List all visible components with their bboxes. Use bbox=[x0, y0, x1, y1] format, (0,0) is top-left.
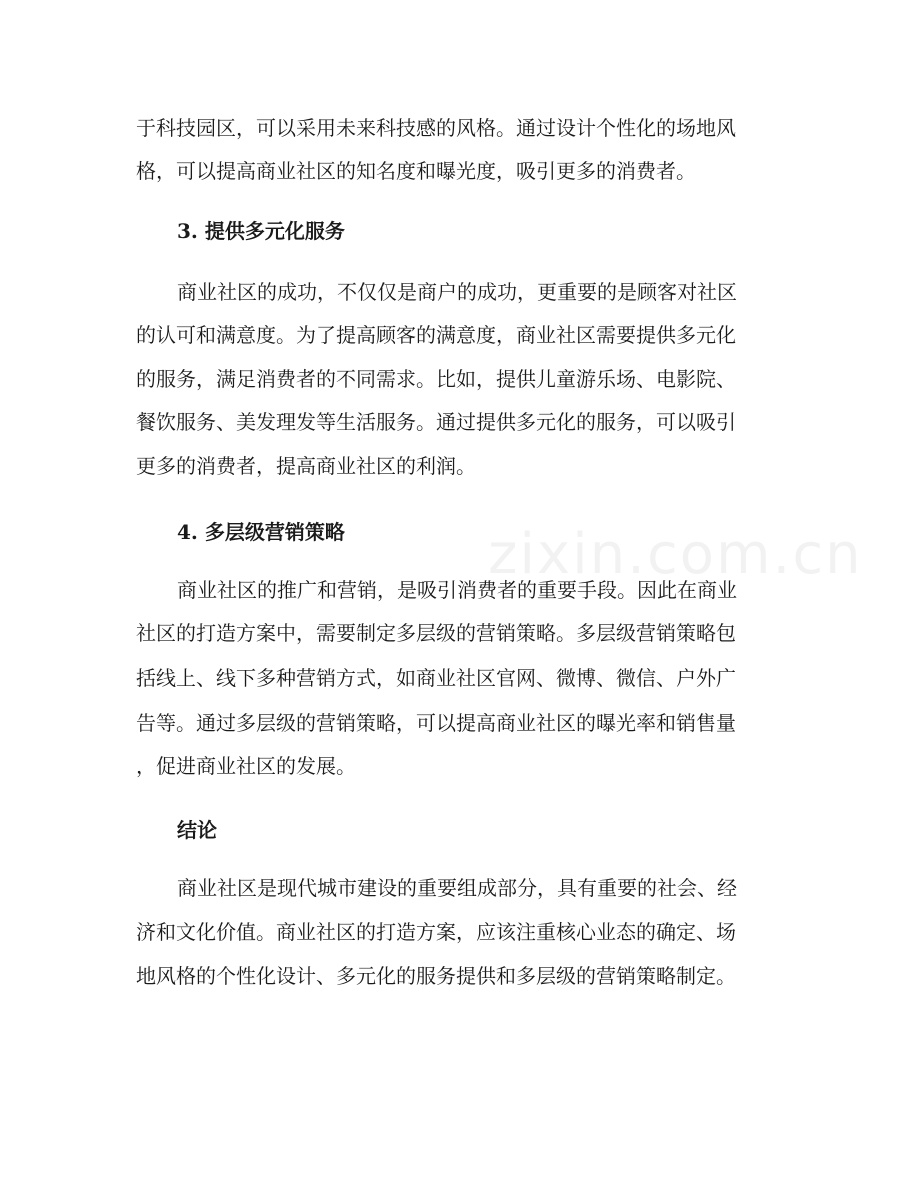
paragraph-line: ，促进商业社区的发展。 bbox=[136, 754, 356, 778]
paragraph-line: 格，可以提高商业社区的知名度和曝光度，吸引更多的消费者。 bbox=[136, 159, 696, 183]
watermark: zixin.com.cn bbox=[488, 522, 863, 587]
paragraph-line: 告等。通过多层级的营销策略，可以提高商业社区的曝光率和销售量 bbox=[136, 711, 736, 735]
section-heading-3: 3. 提供多元化服务 bbox=[177, 219, 345, 243]
section-heading-conclusion: 结论 bbox=[177, 818, 217, 842]
paragraph-line: 商业社区的成功，不仅仅是商户的成功，更重要的是顾客对社区 bbox=[177, 280, 737, 304]
paragraph-line: 济和文化价值。商业社区的打造方案，应该注重核心业态的确定、场 bbox=[136, 920, 736, 944]
section-heading-4: 4. 多层级营销策略 bbox=[177, 520, 345, 544]
paragraph-line: 于科技园区，可以采用未来科技感的风格。通过设计个性化的场地风 bbox=[136, 116, 736, 140]
paragraph-line: 商业社区的推广和营销，是吸引消费者的重要手段。因此在商业 bbox=[177, 578, 737, 602]
paragraph-line: 更多的消费者，提高商业社区的利润。 bbox=[136, 454, 476, 478]
paragraph-line: 商业社区是现代城市建设的重要组成部分，具有重要的社会、经 bbox=[177, 876, 737, 900]
paragraph-line: 括线上、线下多种营销方式，如商业社区官网、微博、微信、户外广 bbox=[136, 666, 736, 690]
paragraph-line: 餐饮服务、美发理发等生活服务。通过提供多元化的服务，可以吸引 bbox=[136, 410, 736, 434]
paragraph-line: 社区的打造方案中，需要制定多层级的营销策略。多层级营销策略包 bbox=[136, 621, 736, 645]
paragraph-line: 的服务，满足消费者的不同需求。比如，提供儿童游乐场、电影院、 bbox=[136, 367, 736, 391]
paragraph-line: 地风格的个性化设计、多元化的服务提供和多层级的营销策略制定。 bbox=[136, 964, 736, 988]
paragraph-line: 的认可和满意度。为了提高顾客的满意度，商业社区需要提供多元化 bbox=[136, 323, 736, 347]
